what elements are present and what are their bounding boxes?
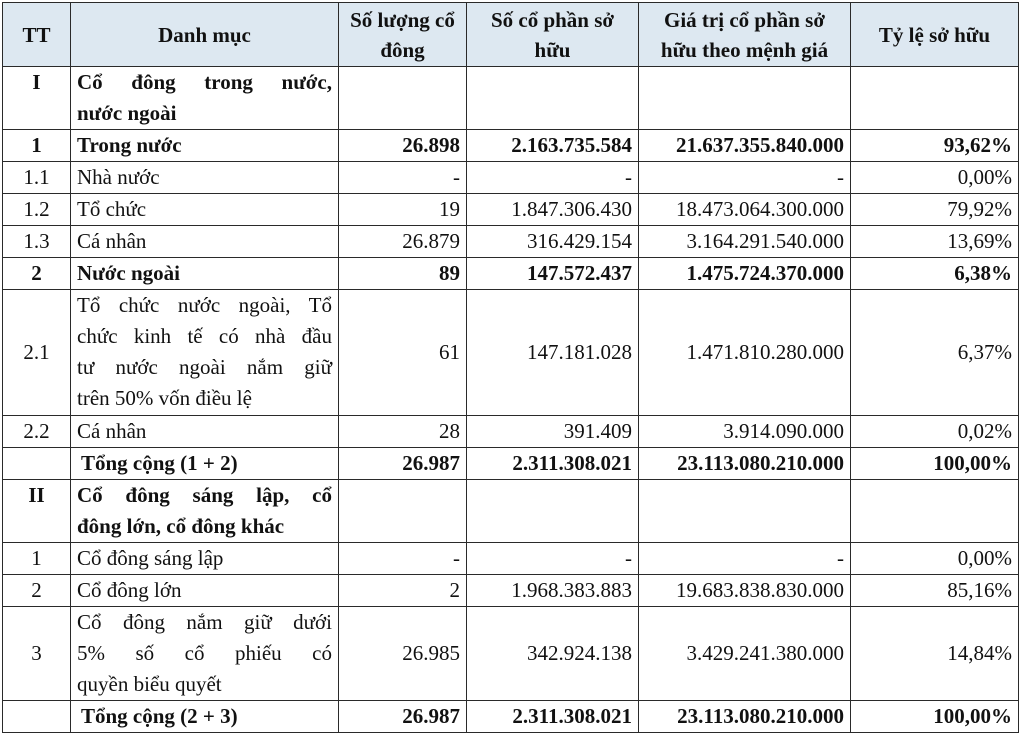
category-line: Nhà nước (77, 165, 160, 189)
cell-shareholder-count: 19 (339, 194, 467, 226)
cell-category (71, 290, 339, 416)
table-row (3, 480, 1019, 543)
cell-shareholder-count: 61 (339, 290, 467, 416)
cell-par-value: 3.164.291.540.000 (639, 226, 851, 258)
cell-ownership-ratio: 6,38% (851, 258, 1019, 290)
cell-ownership-ratio: 100,00% (851, 448, 1019, 480)
category-line: Cổ đông lớn (77, 578, 182, 602)
cell-category (71, 162, 339, 194)
cell-shareholder-count: 26.987 (339, 701, 467, 733)
category-line: Cổ đông trong nước, (77, 70, 332, 94)
cell-shareholder-count (339, 67, 467, 130)
cell-ownership-ratio: 85,16% (851, 575, 1019, 607)
cell-shareholder-count: 26.898 (339, 130, 467, 162)
category-line: nước ngoài (77, 101, 177, 125)
cell-tt: 1.1 (3, 162, 71, 194)
category-line: quyền biểu quyết (77, 672, 222, 696)
category-line: Tổ chức (77, 197, 147, 221)
cell-category (71, 416, 339, 448)
cell-ownership-ratio: 13,69% (851, 226, 1019, 258)
cell-tt: 2.1 (3, 290, 71, 416)
header-category: Danh mục (71, 3, 339, 67)
cell-shares-owned: 2.311.308.021 (467, 448, 639, 480)
cell-par-value: 23.113.080.210.000 (639, 701, 851, 733)
cell-category (71, 480, 339, 543)
cell-tt: 2 (3, 258, 71, 290)
cell-tt: 1 (3, 543, 71, 575)
cell-tt: II (3, 480, 71, 543)
cell-shareholder-count: - (339, 543, 467, 575)
cell-tt: 1 (3, 130, 71, 162)
cell-par-value: 3.429.241.380.000 (639, 607, 851, 701)
header-shares-owned: Số cổ phần sở hữu (467, 3, 639, 67)
cell-shareholder-count: - (339, 162, 467, 194)
category-line: Tổng cộng (2 + 3) (81, 704, 238, 728)
cell-ownership-ratio: 6,37% (851, 290, 1019, 416)
cell-shares-owned: 342.924.138 (467, 607, 639, 701)
cell-ownership-ratio (851, 480, 1019, 543)
table-row (3, 226, 1019, 258)
cell-shareholder-count: 26.985 (339, 607, 467, 701)
cell-shares-owned: 1.968.383.883 (467, 575, 639, 607)
cell-shares-owned (467, 480, 639, 543)
cell-ownership-ratio: 79,92% (851, 194, 1019, 226)
table-row (3, 162, 1019, 194)
category-line: Cổ đông sáng lập, cổ (77, 483, 332, 507)
cell-shares-owned: 147.572.437 (467, 258, 639, 290)
cell-ownership-ratio: 0,02% (851, 416, 1019, 448)
cell-ownership-ratio: 0,00% (851, 162, 1019, 194)
category-line: Cá nhân (77, 229, 147, 253)
cell-category (71, 258, 339, 290)
cell-shares-owned: 391.409 (467, 416, 639, 448)
cell-category (71, 543, 339, 575)
table-row (3, 416, 1019, 448)
cell-tt: I (3, 67, 71, 130)
cell-shares-owned: - (467, 543, 639, 575)
cell-par-value: 3.914.090.000 (639, 416, 851, 448)
category-line: Nước ngoài (77, 261, 180, 285)
cell-par-value: 23.113.080.210.000 (639, 448, 851, 480)
cell-category (71, 194, 339, 226)
cell-shares-owned: 2.163.735.584 (467, 130, 639, 162)
cell-shares-owned: 2.311.308.021 (467, 701, 639, 733)
cell-shareholder-count (339, 480, 467, 543)
header-par-value: Giá trị cổ phần sở hữu theo mệnh giá (639, 3, 851, 67)
cell-tt: 3 (3, 607, 71, 701)
cell-par-value (639, 67, 851, 130)
table-row (3, 290, 1019, 416)
table-row (3, 607, 1019, 701)
table-row (3, 130, 1019, 162)
cell-par-value: 19.683.838.830.000 (639, 575, 851, 607)
category-line: Tổng cộng (1 + 2) (81, 451, 238, 475)
cell-par-value: 1.471.810.280.000 (639, 290, 851, 416)
cell-tt (3, 448, 71, 480)
cell-shareholder-count: 2 (339, 575, 467, 607)
category-line: Cổ đông sáng lập (77, 546, 224, 570)
cell-par-value: 1.475.724.370.000 (639, 258, 851, 290)
category-line: Trong nước (77, 133, 182, 157)
cell-tt: 1.2 (3, 194, 71, 226)
cell-category (71, 448, 339, 480)
cell-ownership-ratio: 0,00% (851, 543, 1019, 575)
cell-category (71, 130, 339, 162)
category-line: Cá nhân (77, 419, 147, 443)
cell-par-value (639, 480, 851, 543)
cell-shareholder-count: 26.879 (339, 226, 467, 258)
shareholder-structure-table (2, 2, 1019, 733)
table-row (3, 575, 1019, 607)
cell-shareholder-count: 26.987 (339, 448, 467, 480)
cell-ownership-ratio: 100,00% (851, 701, 1019, 733)
cell-tt: 2 (3, 575, 71, 607)
category-line: chức kinh tế có nhà đầu (77, 324, 332, 348)
table-row (3, 258, 1019, 290)
table-row (3, 543, 1019, 575)
cell-shares-owned: 1.847.306.430 (467, 194, 639, 226)
cell-par-value: 21.637.355.840.000 (639, 130, 851, 162)
cell-shares-owned (467, 67, 639, 130)
cell-par-value: - (639, 543, 851, 575)
category-line: đông lớn, cổ đông khác (77, 514, 285, 538)
category-line: 5% số cổ phiếu có (77, 641, 332, 665)
cell-category (71, 67, 339, 130)
cell-tt (3, 701, 71, 733)
cell-tt: 1.3 (3, 226, 71, 258)
category-line: trên 50% vốn điều lệ (77, 386, 252, 410)
header-ownership-ratio: Tỷ lệ sở hữu (851, 3, 1019, 67)
header-tt: TT (3, 3, 71, 67)
table-header-row (3, 3, 1019, 67)
table-row (3, 67, 1019, 130)
cell-ownership-ratio: 14,84% (851, 607, 1019, 701)
table-body (3, 67, 1019, 733)
cell-par-value: 18.473.064.300.000 (639, 194, 851, 226)
cell-category (71, 701, 339, 733)
cell-category (71, 226, 339, 258)
category-line: Cổ đông nắm giữ dưới (77, 610, 332, 634)
table-row (3, 448, 1019, 480)
cell-category (71, 575, 339, 607)
cell-shares-owned: - (467, 162, 639, 194)
header-shareholder-count: Số lượng cổ đông (339, 3, 467, 67)
cell-shareholder-count: 89 (339, 258, 467, 290)
cell-shares-owned: 147.181.028 (467, 290, 639, 416)
category-line: Tổ chức nước ngoài, Tổ (77, 293, 332, 317)
cell-category (71, 607, 339, 701)
cell-tt: 2.2 (3, 416, 71, 448)
cell-shares-owned: 316.429.154 (467, 226, 639, 258)
table-row (3, 701, 1019, 733)
cell-par-value: - (639, 162, 851, 194)
table-row (3, 194, 1019, 226)
category-line: tư nước ngoài nắm giữ (77, 355, 332, 379)
cell-ownership-ratio: 93,62% (851, 130, 1019, 162)
cell-shareholder-count: 28 (339, 416, 467, 448)
cell-ownership-ratio (851, 67, 1019, 130)
